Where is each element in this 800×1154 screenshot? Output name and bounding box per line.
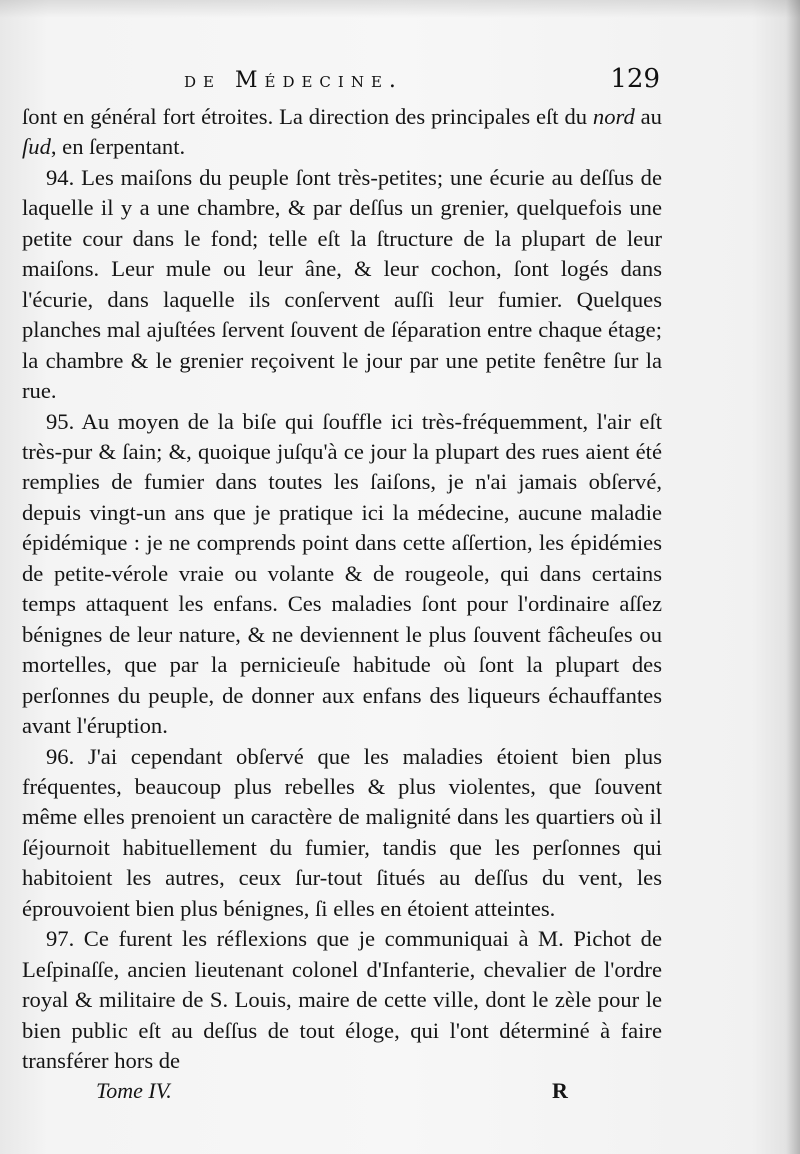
paragraph-continuation: ſont en général fort étroites. La direction des principales eſt du nord au ſud, en ſerpentant. (22, 104, 662, 160)
page-number: 129 (610, 64, 660, 94)
paragraph-97: 97. Ce furent les réflexions que je communiquai à M. Pichot de Leſpinaſſe, ancien lieutenant colonel d'Infanterie, chevalier de l'ordre royal & militaire de S. Louis, maire de cette ville, dont le zèle pour le bien public eſt au deſſus de tout éloge, qui l'ont déterminé à faire transférer hors de (22, 926, 662, 1074)
volume-label: Tome IV. (96, 1078, 172, 1103)
paragraph-96: 96. J'ai cependant obſervé que les maladies étoient bien plus fréquentes, beaucoup plus rebelles & plus violentes, que ſouvent même elles prenoient un caractère de malignité dans les quartiers où il ſéjournoit habituellement du fumier, tandis que les perſonnes qui habitoient les autres, ceux ſur-tout ſitués au deſſus du vent, les éprouvoient bien plus bénignes, ſi elles en étoient atteintes. (22, 743, 662, 921)
page-footer (96, 1078, 596, 1110)
italic-word-sud: ſud (22, 134, 51, 160)
signature-mark: R (552, 1078, 568, 1103)
body-text (22, 102, 662, 1077)
running-title: de Médecine. (184, 68, 403, 93)
italic-word-nord: nord (592, 104, 635, 129)
page-top-shadow (0, 0, 800, 18)
paragraph-95: 95. Au moyen de la biſe qui ſouffle ici très-fréquemment, l'air eſt très-pur & ſain; &, quoique juſqu'à ce jour la plupart des rues aient été remplies de fumier dans toutes les ſaiſons, je n'ai jamais obſervé, depuis vingt-un ans que je pratique ici la médecine, aucune maladie épidémique : je ne comprends point dans cette aſſertion, les épidémies de petite-vérole vraie ou volante & de rougeole, qui dans certains temps attaquent les enfans. Ces maladies ſont pour l'ordinaire aſſez bénignes de leur nature, & ne deviennent le plus ſouvent fâcheuſes ou mortelles, que par la pernicieuſe habitude où ſont la plupart des perſonnes du peuple, de donner aux enfans des liqueurs échauffantes avant l'éruption. (22, 408, 662, 739)
paragraph-94: 94. Les maiſons du peuple ſont très-petites; une écurie au deſſus de laquelle il y a une chambre, & par deſſus un grenier, quelquefois une petite cour dans le fond; telle eſt la ſtructure de la plupart de leur maiſons. Leur mule ou leur âne, & leur cochon, ſont logés dans l'écurie, dans laquelle ils conſervent auſſi leur fumier. Quelques planches mal ajuſtées ſervent ſouvent de ſéparation entre chaque étage; la chambre & le grenier reçoivent le jour par une petite fenêtre ſur la rue. (22, 164, 662, 404)
running-head (24, 64, 660, 104)
page-edge-shadow (786, 0, 800, 1154)
